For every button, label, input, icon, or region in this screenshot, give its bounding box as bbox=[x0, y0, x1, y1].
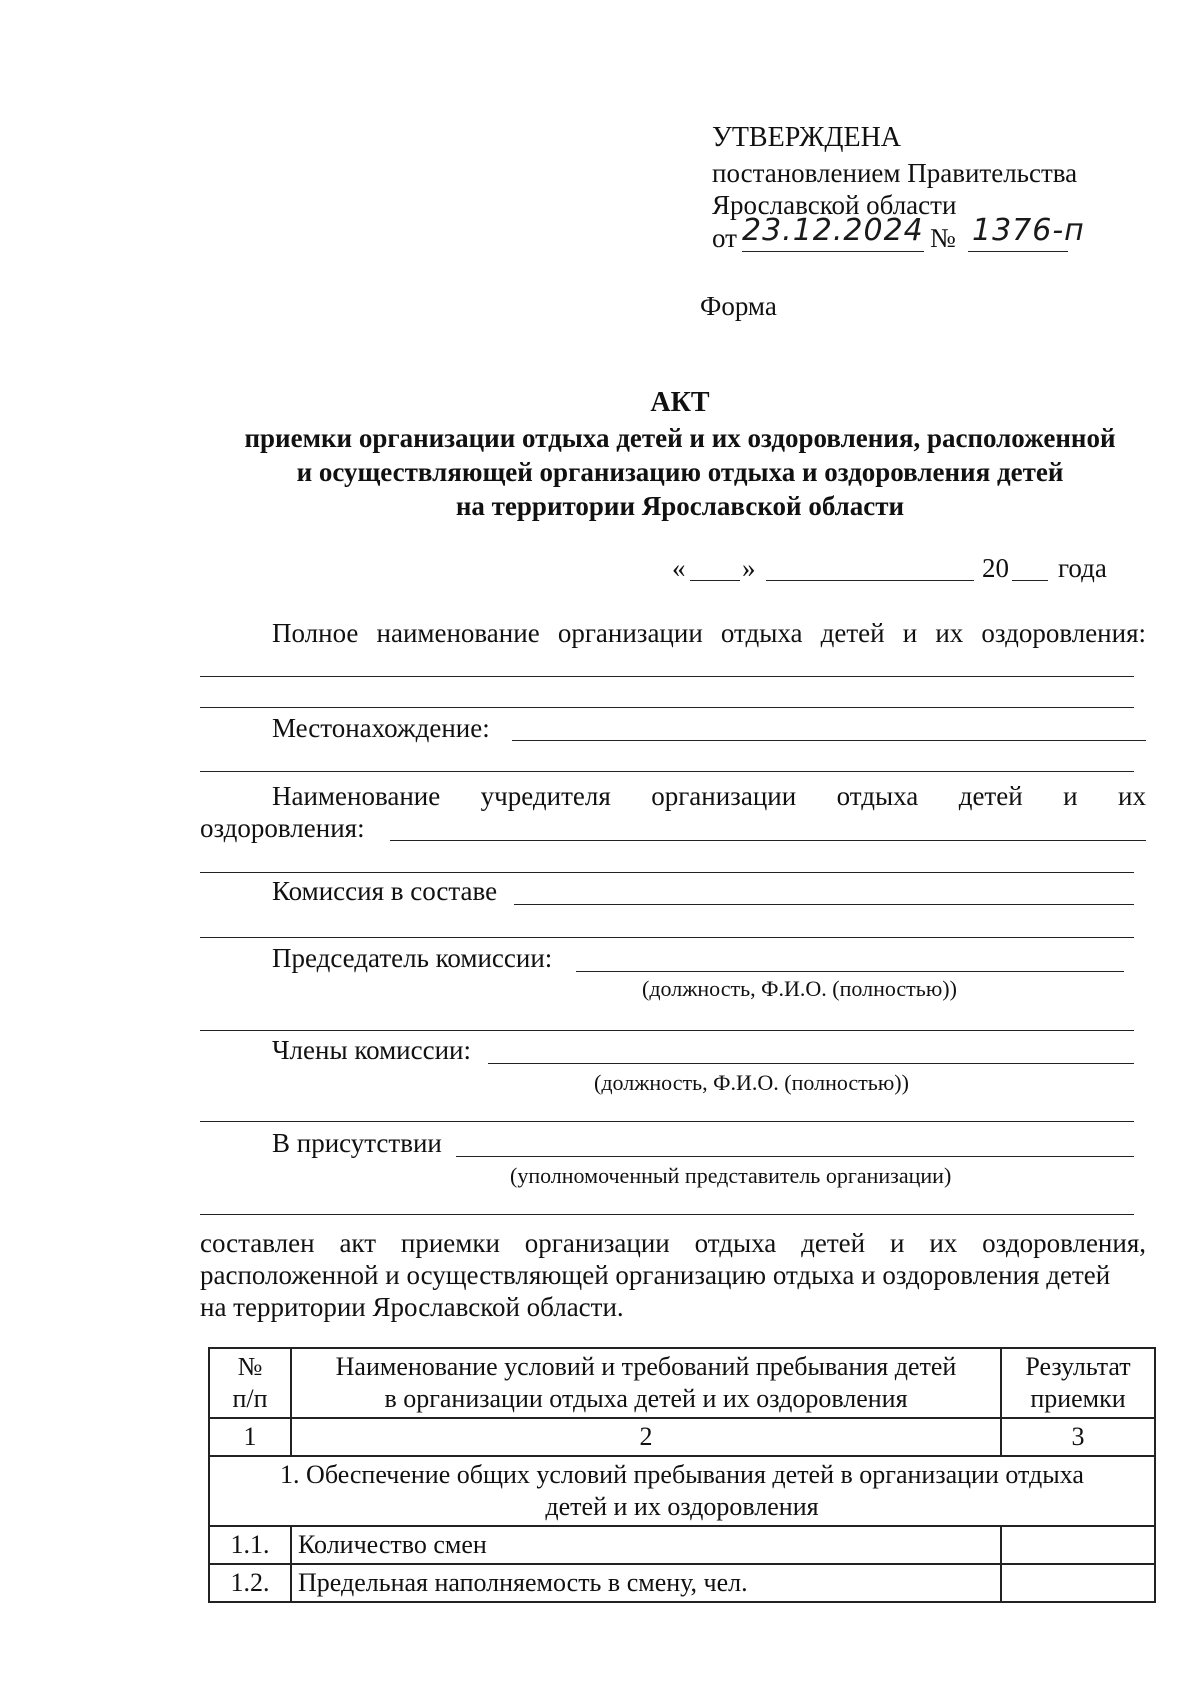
approval-line-2: Ярославской области bbox=[712, 190, 957, 220]
date-close-quote: » bbox=[742, 553, 756, 583]
location-label: Местонахождение: bbox=[272, 713, 490, 743]
conclusion-line-1: составлен акт приемки организации отдыха детей и их оздоровления, bbox=[200, 1228, 1146, 1258]
presence-label: В присутствии bbox=[272, 1128, 442, 1158]
row-number: 1.2. bbox=[209, 1564, 291, 1602]
header-name-line-2: в организации отдыха детей и их оздоровления bbox=[384, 1384, 908, 1413]
date-year-prefix: 20 bbox=[982, 553, 1009, 583]
header-number-cell bbox=[209, 1348, 291, 1418]
founder-label-line-2: оздоровления: bbox=[200, 813, 365, 843]
table-row bbox=[209, 1564, 1155, 1602]
numbering-cell-3: 3 bbox=[1001, 1418, 1155, 1456]
full-name-blank-2[interactable] bbox=[200, 707, 1134, 708]
header-result-line-2: приемки bbox=[1030, 1384, 1126, 1413]
section-heading-line-2: детей и их оздоровления bbox=[545, 1492, 819, 1521]
header-result-cell bbox=[1001, 1348, 1155, 1418]
numbering-cell-2: 2 bbox=[291, 1418, 1001, 1456]
approval-number-prefix: № bbox=[930, 223, 956, 253]
date-open-quote: « bbox=[672, 553, 686, 583]
act-subtitle-line-2: и осуществляющей организацию отдыха и оздоровления детей bbox=[296, 457, 1064, 487]
members-label: Члены комиссии: bbox=[272, 1035, 471, 1065]
act-title: АКТ bbox=[650, 387, 710, 418]
approval-number-handwritten: 1376-п bbox=[972, 213, 1085, 248]
conclusion-line-3: на территории Ярославской области. bbox=[200, 1292, 624, 1322]
approval-line-1: постановлением Правительства bbox=[712, 158, 1078, 188]
chairman-blank[interactable] bbox=[576, 971, 1124, 972]
section-heading-line-1: 1. Обеспечение общих условий пребывания детей в организации отдыха bbox=[280, 1460, 1084, 1489]
approval-number-underline bbox=[968, 251, 1068, 252]
date-month-blank[interactable] bbox=[766, 580, 974, 581]
location-blank-1[interactable] bbox=[512, 740, 1146, 741]
header-number-line-1: № bbox=[237, 1352, 263, 1381]
row-name: Количество смен bbox=[291, 1526, 1001, 1564]
location-blank-2[interactable] bbox=[200, 771, 1134, 772]
row-result[interactable] bbox=[1001, 1526, 1155, 1564]
members-blank[interactable] bbox=[488, 1063, 1134, 1064]
act-subtitle-line-3: на территории Ярославской области bbox=[455, 491, 905, 521]
table-numbering-row bbox=[209, 1418, 1155, 1456]
conclusion-line-2: расположенной и осуществляющей организацию отдыха и оздоровления детей bbox=[200, 1260, 1111, 1290]
approval-date-underline bbox=[742, 251, 924, 252]
members-blank-2[interactable] bbox=[200, 1121, 1134, 1122]
commission-blank-2[interactable] bbox=[200, 937, 1134, 938]
full-name-blank-1[interactable] bbox=[200, 676, 1134, 677]
founder-blank-2[interactable] bbox=[200, 872, 1134, 873]
members-caption: (должность, Ф.И.О. (полностью)) bbox=[594, 1070, 909, 1095]
presence-caption: (уполномоченный представитель организации) bbox=[510, 1163, 952, 1188]
numbering-cell-1: 1 bbox=[209, 1418, 291, 1456]
form-label: Форма bbox=[700, 291, 777, 321]
row-name: Предельная наполняемость в смену, чел. bbox=[291, 1564, 1001, 1602]
header-result-line-1: Результат bbox=[1025, 1352, 1131, 1381]
requirements-table bbox=[208, 1347, 1156, 1603]
founder-blank-1[interactable] bbox=[390, 840, 1146, 841]
presence-blank-2[interactable] bbox=[200, 1214, 1134, 1215]
row-result[interactable] bbox=[1001, 1564, 1155, 1602]
commission-label: Комиссия в составе bbox=[272, 876, 498, 906]
presence-blank[interactable] bbox=[456, 1156, 1134, 1157]
header-name-cell bbox=[291, 1348, 1001, 1418]
commission-blank-1[interactable] bbox=[514, 904, 1134, 905]
act-subtitle-line-1: приемки организации отдыха детей и их оздоровления, расположенной bbox=[244, 423, 1116, 453]
date-day-blank[interactable] bbox=[690, 580, 740, 581]
approval-title: УТВЕРЖДЕНА bbox=[712, 122, 902, 153]
chairman-caption: (должность, Ф.И.О. (полностью)) bbox=[642, 976, 957, 1001]
table-header-row bbox=[209, 1348, 1155, 1418]
full-name-label: Полное наименование организации отдыха детей и их оздоровления: bbox=[272, 618, 1146, 648]
date-year-suffix: года bbox=[1058, 553, 1107, 583]
chairman-blank-2[interactable] bbox=[200, 1030, 1134, 1031]
approval-date-handwritten: 23.12.2024 bbox=[742, 213, 924, 248]
approval-from-prefix: от bbox=[712, 223, 737, 253]
section-heading-cell bbox=[209, 1456, 1155, 1526]
date-year-blank[interactable] bbox=[1012, 580, 1048, 581]
table-row bbox=[209, 1526, 1155, 1564]
table-section-row bbox=[209, 1456, 1155, 1526]
founder-label-line-1: Наименование учредителя организации отдыха детей и их bbox=[272, 781, 1146, 811]
row-number: 1.1. bbox=[209, 1526, 291, 1564]
chairman-label: Председатель комиссии: bbox=[272, 943, 553, 973]
header-name-line-1: Наименование условий и требований пребывания детей bbox=[335, 1352, 957, 1381]
header-number-line-2: п/п bbox=[232, 1384, 268, 1413]
